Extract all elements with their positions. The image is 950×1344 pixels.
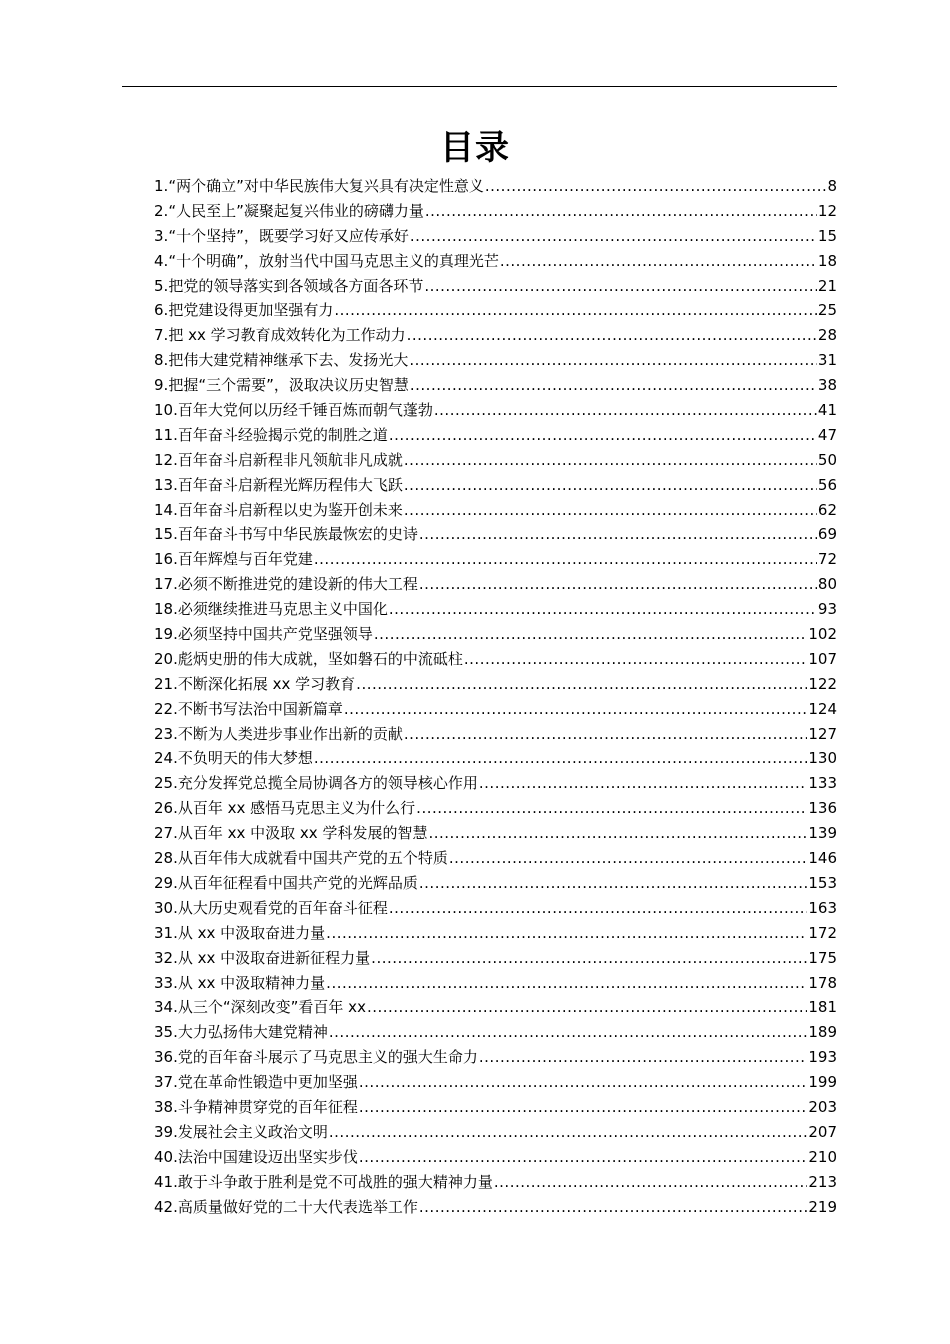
toc-entry-title: 百年辉煌与百年党建 <box>177 550 313 569</box>
toc-entry-separator: . <box>173 998 178 1017</box>
toc-entry[interactable] <box>154 522 837 547</box>
toc-entry-separator: . <box>163 226 169 245</box>
toc-entry-number: 21 <box>154 674 174 693</box>
toc-entry-page-number: 153 <box>808 873 837 892</box>
toc-entry[interactable] <box>154 647 837 672</box>
toc-entry-page-number: 21 <box>817 276 837 295</box>
toc-entry-leader <box>424 274 817 299</box>
toc-entry-leader <box>404 448 817 473</box>
toc-entry-leader <box>419 1195 807 1220</box>
toc-entry-page-number: 56 <box>817 475 837 494</box>
toc-entry-title: 百年奋斗经验揭示党的制胜之道 <box>177 425 388 444</box>
toc-entry-page-number: 139 <box>808 824 837 843</box>
toc-entry[interactable] <box>154 498 837 523</box>
toc-entry-number: 11 <box>154 425 174 444</box>
toc-entry-leader <box>329 1120 807 1145</box>
toc-entry-title: 从三个“深刻改变”看百年 xx <box>177 998 366 1017</box>
toc-entry-number: 41 <box>154 1172 174 1191</box>
toc-entry-title: 把党建设得更加坚强有力 <box>168 301 334 320</box>
toc-entry-separator: . <box>173 923 178 942</box>
toc-entry[interactable] <box>154 771 837 796</box>
toc-entry-leader <box>374 622 807 647</box>
toc-entry[interactable] <box>154 1120 837 1145</box>
toc-entry-title: “两个确立”对中华民族伟大复兴具有决定性意义 <box>168 177 484 195</box>
toc-entry-leader <box>404 473 817 498</box>
toc-entry-title: “人民至上”凝聚起复兴伟业的磅礴力量 <box>168 201 424 220</box>
toc-entry-leader <box>389 896 807 921</box>
toc-entry-title: 从大历史观看党的百年奋斗征程 <box>177 898 388 917</box>
header-rule <box>122 86 837 87</box>
toc-entry-separator: . <box>163 201 169 220</box>
toc-entry-number: 34 <box>154 998 174 1017</box>
toc-entry-number: 7 <box>154 326 164 345</box>
toc-entry-page-number: 47 <box>817 425 837 444</box>
toc-entry-separator: . <box>173 425 178 444</box>
toc-entry-leader <box>326 921 807 946</box>
toc-entry-number: 30 <box>154 898 174 917</box>
toc-entry[interactable] <box>154 1170 837 1195</box>
toc-entry-page-number: 207 <box>808 1122 837 1141</box>
toc-entry-number: 18 <box>154 600 174 619</box>
toc-entry-separator: . <box>173 973 178 992</box>
toc-entry-number: 10 <box>154 401 174 420</box>
toc-entry-separator: . <box>173 1048 178 1067</box>
toc-entry-title: “十个坚持”，既要学习好又应传承好 <box>168 226 409 245</box>
toc-entry[interactable] <box>154 199 837 224</box>
toc-entry-separator: . <box>173 649 178 668</box>
toc-entry-number: 42 <box>154 1197 174 1216</box>
toc-entry-title: 从百年征程看中国共产党的光辉品质 <box>177 873 418 892</box>
toc-entry[interactable] <box>154 821 837 846</box>
toc-entry-title: 发展社会主义政治文明 <box>177 1122 328 1141</box>
toc-entry-leader <box>326 971 807 996</box>
toc-entry-separator: . <box>173 948 178 967</box>
toc-entry[interactable] <box>154 423 837 448</box>
toc-entry-title: 百年奋斗启新程光辉历程伟大飞跃 <box>177 475 403 494</box>
toc-entry-separator: . <box>173 401 178 420</box>
toc-entry-leader <box>479 771 807 796</box>
toc-entry-separator: . <box>173 525 178 544</box>
toc-entry[interactable] <box>154 946 837 971</box>
toc-entry-title: 党在革命性锻造中更加坚强 <box>177 1073 358 1092</box>
toc-entry[interactable] <box>154 1045 837 1070</box>
toc-entry[interactable] <box>154 174 837 199</box>
toc-entry-page-number: 41 <box>817 401 837 420</box>
toc-entry-title: 从百年伟大成就看中国共产党的五个特质 <box>177 849 448 868</box>
toc-entry-title: 不断为人类进步事业作出新的贡献 <box>177 724 403 743</box>
toc-entry-page-number: 130 <box>808 749 837 768</box>
toc-entry-number: 20 <box>154 649 174 668</box>
toc-entry[interactable] <box>154 323 837 348</box>
toc-entry-number: 27 <box>154 824 174 843</box>
toc-entry[interactable] <box>154 672 837 697</box>
toc-entry[interactable] <box>154 249 837 274</box>
toc-entry-separator: . <box>173 475 178 494</box>
toc-entry[interactable] <box>154 473 837 498</box>
toc-entry-page-number: 210 <box>808 1147 837 1166</box>
toc-entry-leader <box>479 1045 807 1070</box>
toc-entry[interactable] <box>154 697 837 722</box>
toc-entry[interactable] <box>154 622 837 647</box>
toc-entry-separator: . <box>173 674 178 693</box>
toc-entry-title: 把握“三个需要”，汲取决议历史智慧 <box>168 376 409 395</box>
toc-entry-title: 把伟大建党精神继承下去、发扬光大 <box>168 351 409 370</box>
toc-entry-number: 23 <box>154 724 174 743</box>
toc-entry-leader <box>425 199 817 224</box>
toc-entry-separator: . <box>173 699 178 718</box>
toc-entry-title: 把 xx 学习教育成效转化为工作动力 <box>168 326 406 345</box>
toc-entry-leader <box>449 846 807 871</box>
toc-entry-page-number: 172 <box>808 923 837 942</box>
toc-entry-title: 从 xx 中汲取精神力量 <box>177 973 326 992</box>
toc-entry-leader <box>407 323 817 348</box>
toc-entry-number: 19 <box>154 625 174 644</box>
toc-entry[interactable] <box>154 448 837 473</box>
toc-entry-page-number: 163 <box>808 898 837 917</box>
toc-entry[interactable] <box>154 572 837 597</box>
toc-entry-page-number: 69 <box>817 525 837 544</box>
toc-entry-separator: . <box>163 376 169 395</box>
toc-entry-number: 31 <box>154 923 174 942</box>
toc-entry-page-number: 25 <box>817 301 837 320</box>
toc-entry-leader <box>428 821 807 846</box>
toc-entry-separator: . <box>173 550 178 569</box>
toc-entry-separator: . <box>173 1197 178 1216</box>
toc-entry-page-number: 102 <box>808 625 837 644</box>
toc-entry-separator: . <box>173 450 178 469</box>
toc-entry-separator: . <box>163 177 169 195</box>
toc-entry-number: 39 <box>154 1122 174 1141</box>
toc-entry-page-number: 127 <box>808 724 837 743</box>
toc-entry[interactable] <box>154 224 837 249</box>
toc-entry-leader <box>314 746 807 771</box>
toc-entry-number: 16 <box>154 550 174 569</box>
toc-entry-number: 14 <box>154 500 174 519</box>
toc-entry-number: 32 <box>154 948 174 967</box>
toc-entry-leader <box>500 249 817 274</box>
toc-entry-page-number: 18 <box>817 251 837 270</box>
toc-entry-title: 必须坚持中国共产党坚强领导 <box>177 625 373 644</box>
toc-entry-number: 1 <box>154 177 164 195</box>
toc-entry[interactable] <box>154 398 837 423</box>
toc-entry-separator: . <box>173 849 178 868</box>
toc-entry-number: 15 <box>154 525 174 544</box>
toc-entry-page-number: 72 <box>817 550 837 569</box>
toc-entry-separator: . <box>173 575 178 594</box>
toc-entry-page-number: 28 <box>817 326 837 345</box>
toc-entry-leader <box>359 1070 807 1095</box>
page-title: 目录 <box>440 128 510 168</box>
toc-entry-page-number: 80 <box>817 575 837 594</box>
toc-entry-title: 从 xx 中汲取奋进力量 <box>177 923 326 942</box>
toc-entry-page-number: 199 <box>808 1073 837 1092</box>
toc-entry-title: 把党的领导落实到各领域各方面各环节 <box>168 276 424 295</box>
toc-entry-title: 彪炳史册的伟大成就，坚如磐石的中流砥柱 <box>177 649 463 668</box>
toc-entry[interactable] <box>154 1195 837 1220</box>
toc-entry-number: 35 <box>154 1023 174 1042</box>
toc-entry-title: 大力弘扬伟大建党精神 <box>177 1023 328 1042</box>
toc-entry-separator: . <box>173 824 178 843</box>
toc-entry-separator: . <box>173 1023 178 1042</box>
toc-entry-leader <box>464 647 807 672</box>
toc-entry-page-number: 62 <box>817 500 837 519</box>
toc-entry-number: 2 <box>154 201 164 220</box>
toc-entry-separator: . <box>173 898 178 917</box>
toc-entry-number: 13 <box>154 475 174 494</box>
toc-entry[interactable] <box>154 1070 837 1095</box>
toc-entry-number: 33 <box>154 973 174 992</box>
toc-entry[interactable] <box>154 373 837 398</box>
toc-entry-title: 百年大党何以历经千锤百炼而朝气蓬勃 <box>177 401 433 420</box>
toc-entry-separator: . <box>163 276 169 295</box>
toc-entry-page-number: 15 <box>817 226 837 245</box>
toc-entry-number: 29 <box>154 873 174 892</box>
toc-entry-separator: . <box>163 351 169 370</box>
toc-entry-title: 百年奋斗启新程非凡领航非凡成就 <box>177 450 403 469</box>
toc-entry-number: 9 <box>154 376 164 395</box>
toc-entry-title: 不负明天的伟大梦想 <box>177 749 313 768</box>
toc-entry[interactable] <box>154 871 837 896</box>
toc-entry[interactable] <box>154 722 837 747</box>
toc-entry-page-number: 38 <box>817 376 837 395</box>
toc-entry-leader <box>494 1170 807 1195</box>
toc-entry-leader <box>419 871 807 896</box>
toc-entry-leader <box>485 174 827 199</box>
toc-entry-page-number: 124 <box>808 699 837 718</box>
toc-entry-page-number: 203 <box>808 1097 837 1116</box>
toc-entry-page-number: 107 <box>808 649 837 668</box>
toc-entry-separator: . <box>163 326 169 345</box>
toc-entry-leader <box>359 1145 807 1170</box>
toc-entry-page-number: 122 <box>808 674 837 693</box>
toc-entry[interactable] <box>154 298 837 323</box>
toc-entry-separator: . <box>173 1122 178 1141</box>
toc-entry-separator: . <box>173 1097 178 1116</box>
toc-entry-title: 必须继续推进马克思主义中国化 <box>177 600 388 619</box>
toc-entry-title: 党的百年奋斗展示了马克思主义的强大生命力 <box>177 1048 478 1067</box>
toc-entry[interactable] <box>154 274 837 299</box>
toc-entry-title: 百年奋斗书写中华民族最恢宏的史诗 <box>177 525 418 544</box>
toc-entry-number: 5 <box>154 276 164 295</box>
toc-entry-separator: . <box>173 724 178 743</box>
toc-entry-title: 不断深化拓展 xx 学习教育 <box>177 674 356 693</box>
toc-entry-title: 从百年 xx 中汲取 xx 学科发展的智慧 <box>177 824 428 843</box>
toc-entry-number: 22 <box>154 699 174 718</box>
toc-entry-leader <box>329 1020 807 1045</box>
toc-entry[interactable] <box>154 547 837 572</box>
toc-entry-page-number: 31 <box>817 351 837 370</box>
toc-entry-title: 斗争精神贯穿党的百年征程 <box>177 1097 358 1116</box>
toc-entry-leader <box>409 348 817 373</box>
toc-entry-number: 28 <box>154 849 174 868</box>
toc-entry-page-number: 213 <box>808 1172 837 1191</box>
toc-entry[interactable] <box>154 746 837 771</box>
toc-entry-leader <box>334 298 817 323</box>
toc-entry-leader <box>410 224 817 249</box>
toc-entry-title: 敢于斗争敢于胜利是党不可战胜的强大精神力量 <box>177 1172 493 1191</box>
toc-entry-leader <box>344 697 807 722</box>
toc-entry-number: 8 <box>154 351 164 370</box>
toc-entry-leader <box>389 597 817 622</box>
toc-entry-separator: . <box>163 301 169 320</box>
toc-entry-leader <box>371 946 807 971</box>
toc-entry-leader <box>314 547 817 572</box>
toc-entry-page-number: 189 <box>808 1023 837 1042</box>
toc-entry-leader <box>356 672 807 697</box>
toc-entry-title: 从 xx 中汲取奋进新征程力量 <box>177 948 371 967</box>
toc-entry-separator: . <box>173 600 178 619</box>
toc-entry-page-number: 175 <box>808 948 837 967</box>
toc-entry[interactable] <box>154 995 837 1020</box>
toc-entry[interactable] <box>154 1020 837 1045</box>
toc-entry-leader <box>367 995 807 1020</box>
toc-entry-separator: . <box>173 1172 178 1191</box>
toc-entry-number: 24 <box>154 749 174 768</box>
toc-entry-page-number: 193 <box>808 1048 837 1067</box>
toc-entry[interactable] <box>154 597 837 622</box>
toc-entry-number: 38 <box>154 1097 174 1116</box>
toc-entry-title: 充分发挥党总揽全局协调各方的领导核心作用 <box>177 774 478 793</box>
toc-entry-separator: . <box>173 1073 178 1092</box>
toc-entry-number: 40 <box>154 1147 174 1166</box>
toc-entry[interactable] <box>154 921 837 946</box>
toc-entry[interactable] <box>154 1095 837 1120</box>
toc-entry[interactable] <box>154 896 837 921</box>
toc-entry[interactable] <box>154 348 837 373</box>
toc-entry-page-number: 136 <box>808 799 837 818</box>
toc-entry-page-number: 178 <box>808 973 837 992</box>
toc-entry-title: 高质量做好党的二十大代表选举工作 <box>177 1197 418 1216</box>
toc-entry-title: 不断书写法治中国新篇章 <box>177 699 343 718</box>
toc-entry-separator: . <box>163 251 169 270</box>
toc-entry-leader <box>389 423 817 448</box>
toc-entry-leader <box>416 796 807 821</box>
toc-entry-number: 3 <box>154 226 164 245</box>
toc-entry-leader <box>419 572 817 597</box>
toc-entry-number: 37 <box>154 1073 174 1092</box>
toc-entry-number: 36 <box>154 1048 174 1067</box>
toc-entry-title: 法治中国建设迈出坚实步伐 <box>177 1147 358 1166</box>
toc-entry[interactable] <box>154 846 837 871</box>
toc-entry[interactable] <box>154 1145 837 1170</box>
toc-entry-separator: . <box>173 500 178 519</box>
toc-entry[interactable] <box>154 971 837 996</box>
toc-entry-title: 必须不断推进党的建设新的伟大工程 <box>177 575 418 594</box>
toc-entry-separator: . <box>173 749 178 768</box>
toc-entry-leader <box>359 1095 807 1120</box>
toc-entry-page-number: 133 <box>808 774 837 793</box>
toc-entry-page-number: 181 <box>808 998 837 1017</box>
toc-entry-page-number: 93 <box>817 600 837 619</box>
toc-entry-title: “十个明确”，放射当代中国马克思主义的真理光芒 <box>168 251 499 270</box>
toc-entry-separator: . <box>173 625 178 644</box>
toc-entry-number: 26 <box>154 799 174 818</box>
toc-entry-title: 从百年 xx 感悟马克思主义为什么行 <box>177 799 416 818</box>
toc-entry-number: 17 <box>154 575 174 594</box>
toc-entry-page-number: 146 <box>808 849 837 868</box>
toc-entry-number: 25 <box>154 774 174 793</box>
toc-entry-leader <box>410 373 817 398</box>
toc-entry-separator: . <box>173 774 178 793</box>
toc-entry-number: 12 <box>154 450 174 469</box>
toc-entry[interactable] <box>154 796 837 821</box>
toc-entry-page-number: 219 <box>808 1197 837 1216</box>
toc-entry-separator: . <box>173 1147 178 1166</box>
table-of-contents <box>154 174 837 1219</box>
toc-entry-separator: . <box>173 873 178 892</box>
toc-entry-title: 百年奋斗启新程以史为鉴开创未来 <box>177 500 403 519</box>
toc-entry-leader <box>404 498 817 523</box>
toc-entry-leader <box>434 398 817 423</box>
toc-entry-separator: . <box>173 799 178 818</box>
toc-entry-leader <box>404 722 807 747</box>
toc-entry-number: 4 <box>154 251 164 270</box>
toc-entry-number: 6 <box>154 301 164 320</box>
toc-entry-page-number: 12 <box>817 201 837 220</box>
toc-entry-page-number: 8 <box>827 177 837 195</box>
toc-entry-leader <box>419 522 817 547</box>
toc-entry-page-number: 50 <box>817 450 837 469</box>
